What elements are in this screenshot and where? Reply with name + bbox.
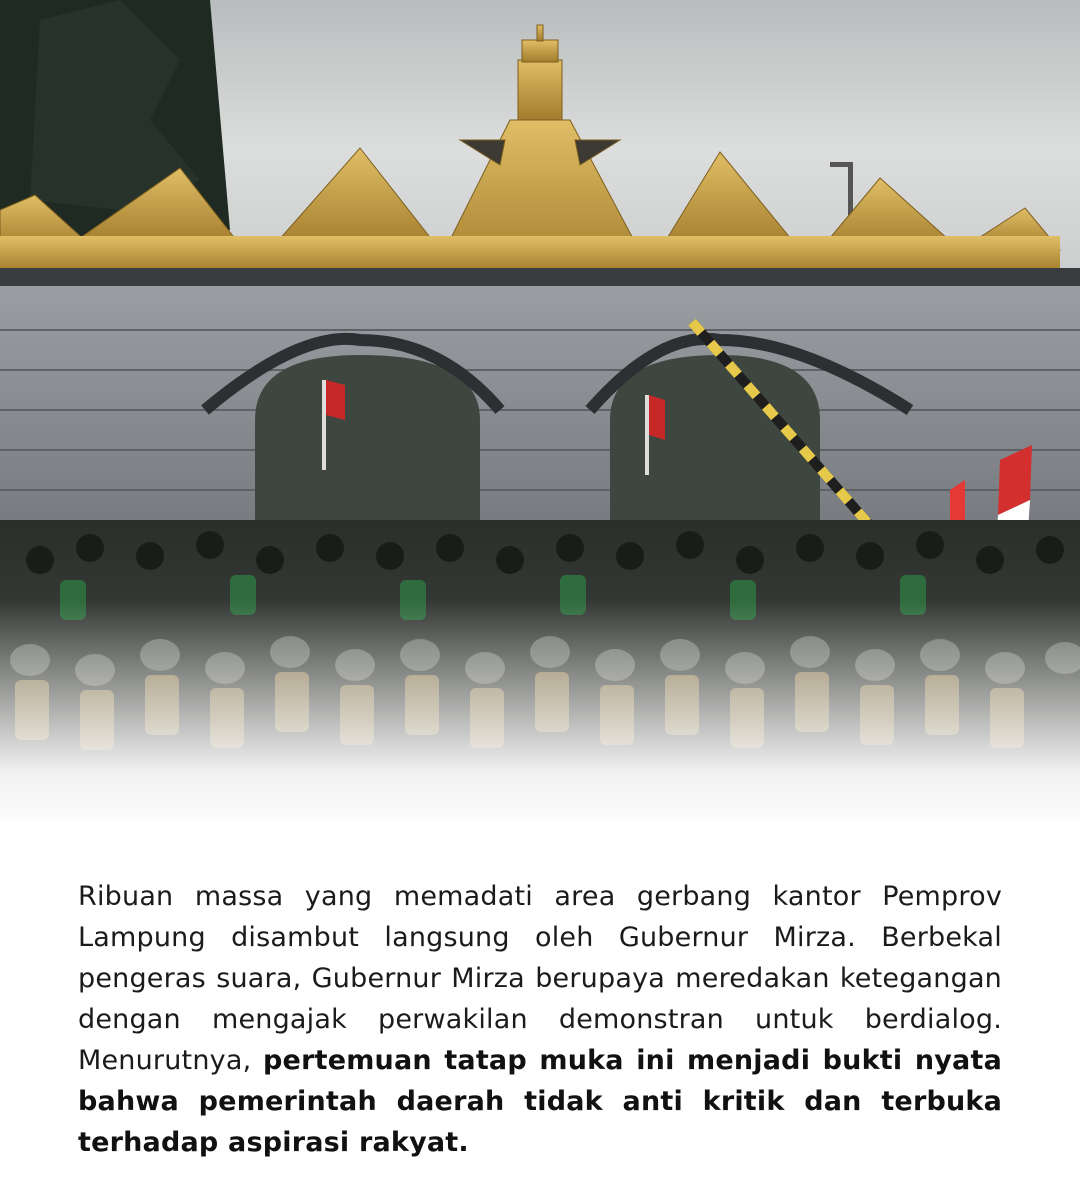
- caption-text: [78, 876, 1002, 1163]
- caption-plain: Ribuan massa yang memadati area gerbang kantor Pemprov Lampung disambut langsung oleh Gubernur Mirza. Berbekal pengeras suara, Gubernur Mirza berupaya meredakan ketegangan dengan mengajak perwakilan demonstran untuk berdialog. Menurutnya,: [78, 881, 1002, 1076]
- photo-fade-overlay: [0, 600, 1080, 830]
- caption-bold: pertemuan tatap muka ini menjadi bukti nyata bahwa pemerintah daerah tidak anti kritik dan terbuka terhadap aspirasi rakyat.: [78, 1045, 1002, 1158]
